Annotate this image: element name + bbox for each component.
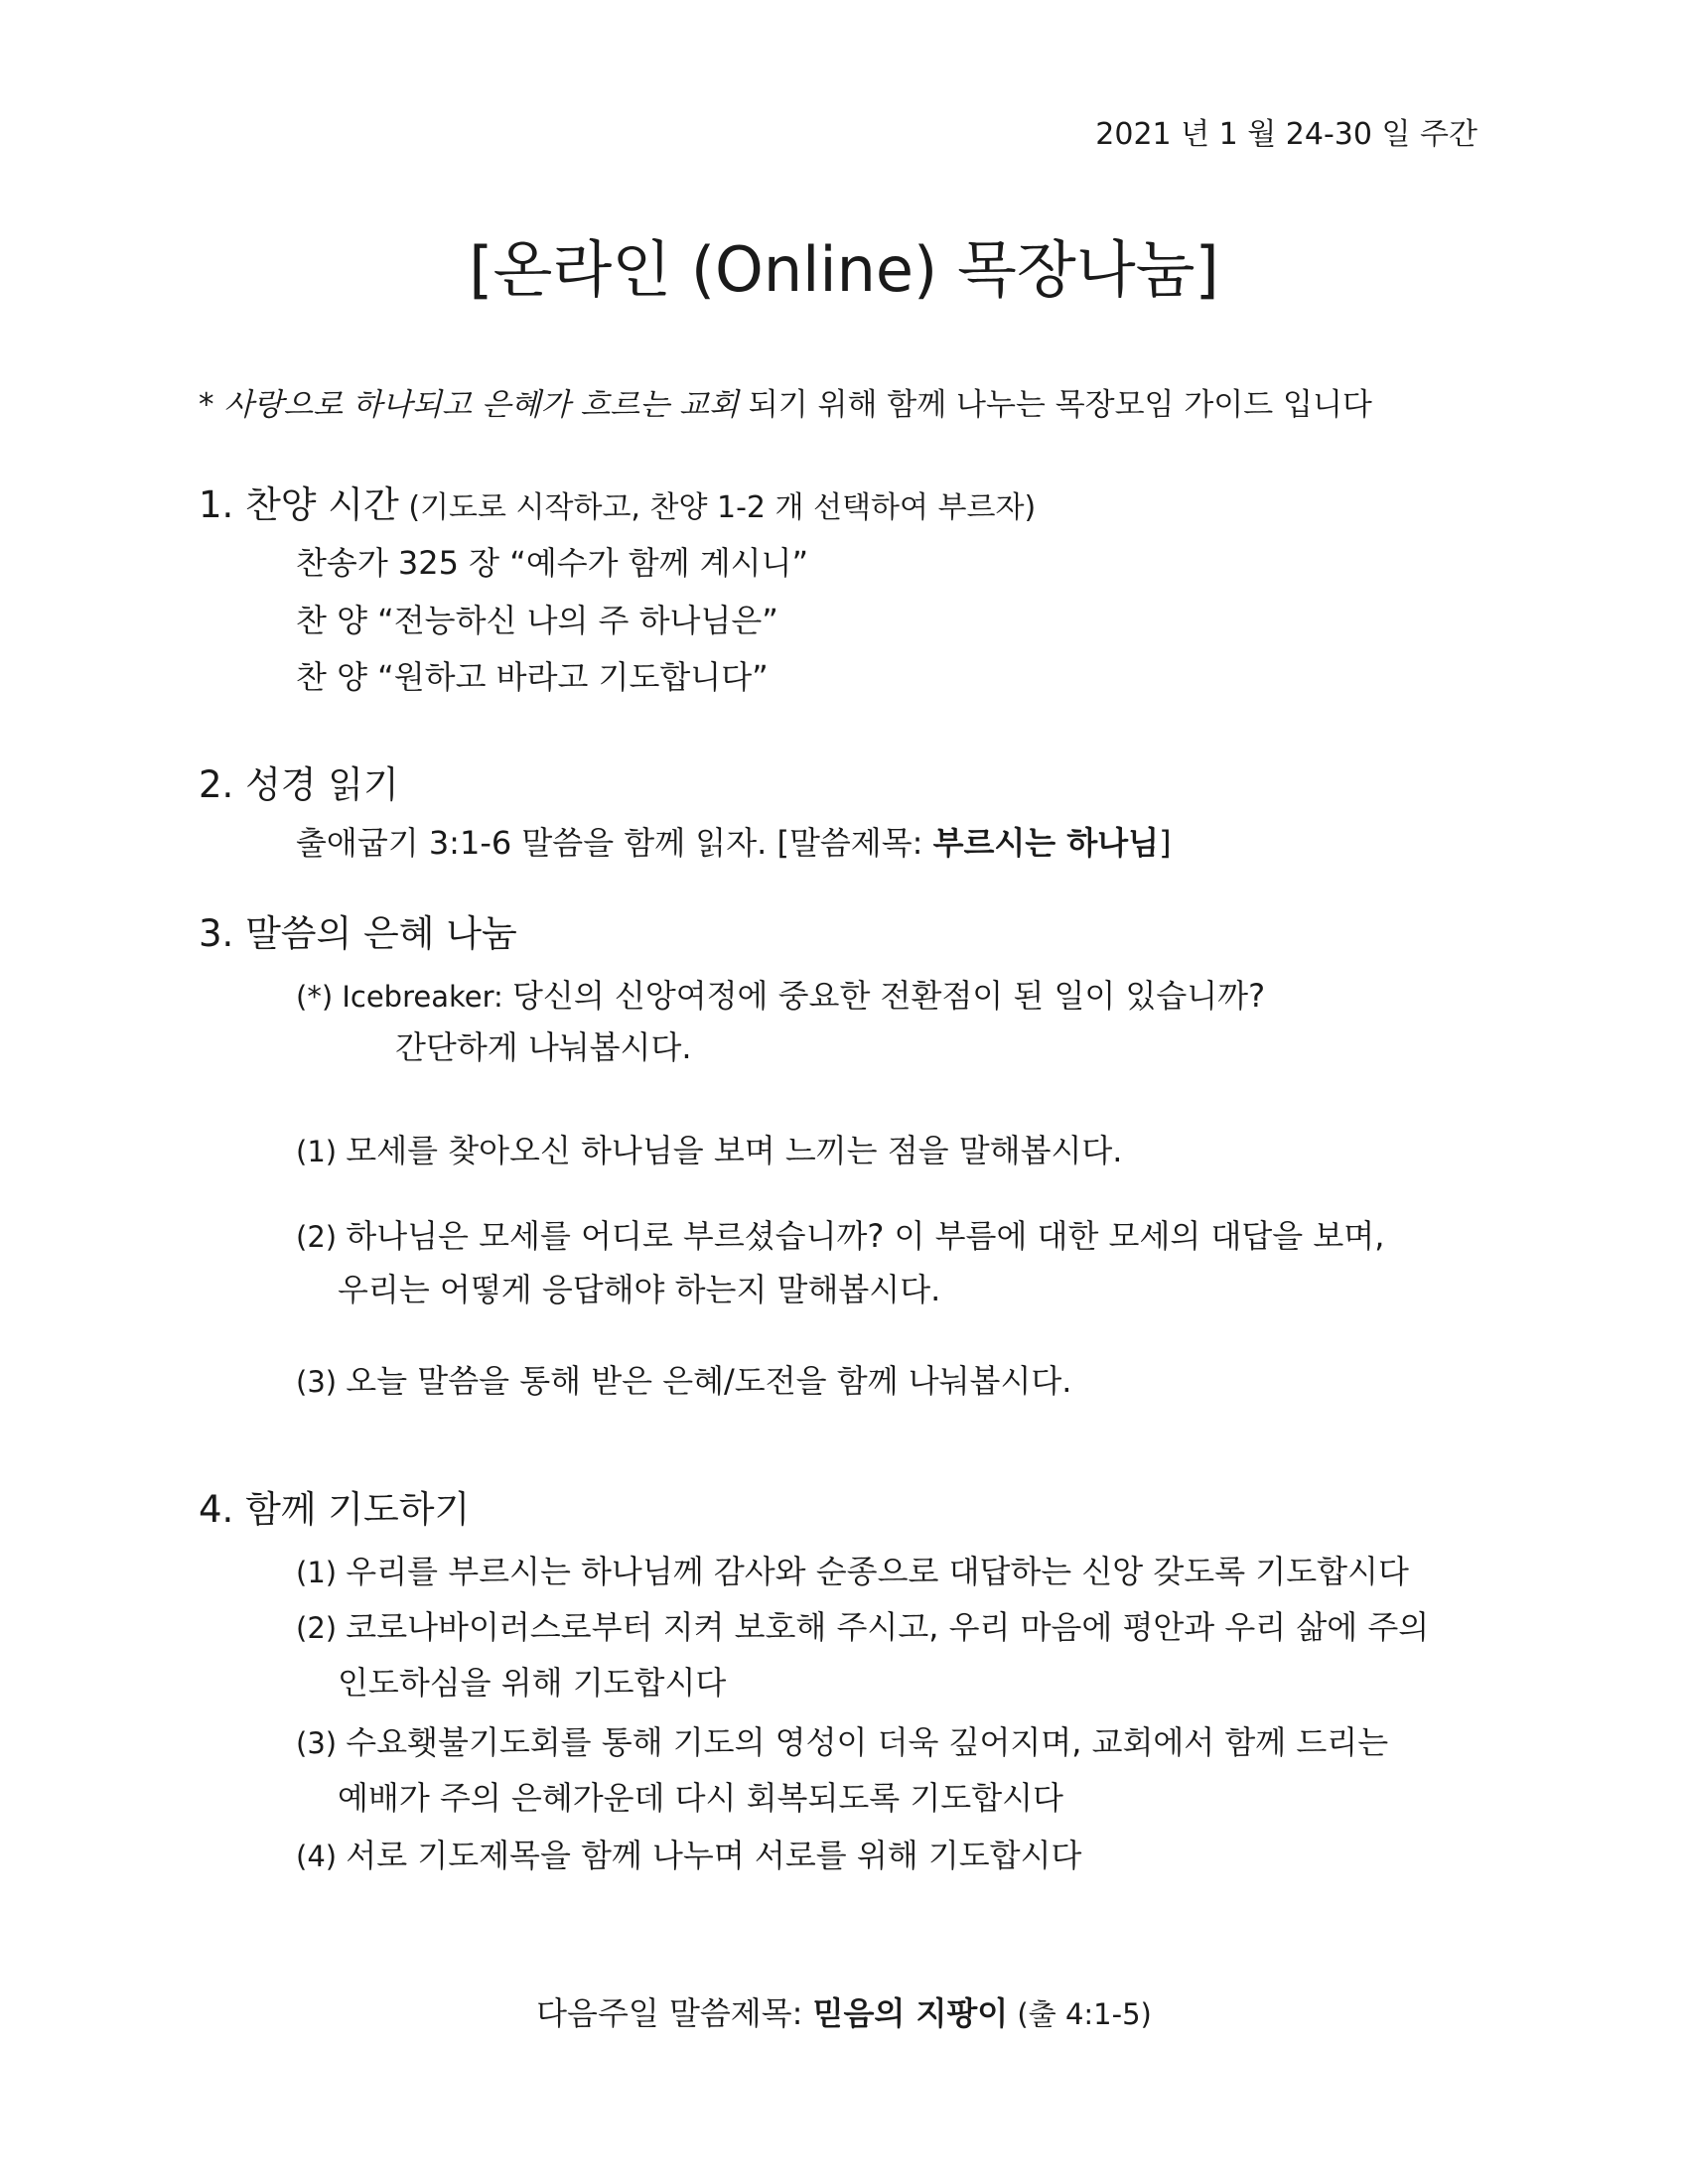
week-date: 2021 년 1 월 24-30 일 주간 — [1095, 117, 1477, 152]
prayer-2 — [296, 1602, 1429, 1648]
icebreaker-question — [296, 971, 1265, 1017]
question-2 — [296, 1211, 1384, 1257]
question-2-continuation: 우리는 어떻게 응답해야 하는지 말해봅시다. — [338, 1271, 941, 1308]
icebreaker-label: (*) Icebreaker: — [296, 980, 512, 1014]
next-sermon-title: 믿음의 지팡이 — [812, 1994, 1009, 2032]
prayer-text: 우리를 부르시는 하나님께 감사와 순종으로 대답하는 신앙 갖도록 기도합시다 — [346, 1553, 1409, 1590]
scripture-reading — [296, 818, 1172, 864]
intro-line — [199, 379, 1372, 424]
next-sermon-label: 다음주일 말씀제목: — [536, 1994, 813, 2032]
prayer-1 — [296, 1547, 1409, 1592]
hymn-item: 찬송가 325 장 “예수가 함께 계시니” — [296, 544, 809, 582]
section-praise-heading — [199, 475, 1036, 528]
intro-asterisk: * — [199, 387, 224, 423]
prayer-number: (3) — [296, 1726, 347, 1760]
icebreaker-continuation: 간단하게 나눠봅시다. — [395, 1028, 692, 1066]
section-praise-note: (기도로 시작하고, 찬양 1-2 개 선택하여 부르자) — [398, 490, 1037, 525]
question-1 — [296, 1126, 1122, 1171]
section-sharing-heading: 3. 말씀의 은혜 나눔 — [199, 912, 517, 955]
prayer-3-continuation: 예배가 주의 은혜가운데 다시 회복되도록 기도합시다 — [338, 1779, 1063, 1817]
praise-item: 찬 양 “전능하신 나의 주 하나님은” — [296, 602, 778, 639]
question-number: (2) — [296, 1220, 347, 1254]
prayer-3 — [296, 1717, 1388, 1763]
question-number: (1) — [296, 1135, 347, 1168]
section-praise-title: 1. 찬양 시간 — [199, 483, 399, 526]
question-number: (3) — [296, 1365, 347, 1399]
bracket-close: ] — [1159, 824, 1172, 862]
next-sermon-reference: (출 4:1-5) — [1008, 1997, 1152, 2031]
intro-text: 되기 위해 함께 나누는 목장모임 가이드 입니다 — [738, 387, 1372, 423]
next-sermon-footer — [0, 1988, 1688, 2034]
sermon-title: 부르시는 하나님 — [932, 824, 1160, 862]
prayer-number: (4) — [296, 1840, 347, 1873]
question-text: 오늘 말씀을 통해 받은 은혜/도전을 함께 나눠봅시다. — [346, 1362, 1072, 1400]
reading-text: 출애굽기 3:1-6 말씀을 함께 읽자. [말씀제목: — [296, 824, 933, 862]
question-3 — [296, 1356, 1071, 1402]
prayer-2-continuation: 인도하심을 위해 기도합시다 — [338, 1664, 727, 1702]
prayer-text: 코로나바이러스로부터 지켜 보호해 주시고, 우리 마음에 평안과 우리 삶에 주의 — [346, 1608, 1430, 1646]
prayer-4 — [296, 1831, 1081, 1876]
prayer-text: 서로 기도제목을 함께 나누며 서로를 위해 기도합시다 — [346, 1837, 1082, 1874]
prayer-number: (2) — [296, 1611, 347, 1645]
question-text: 모세를 찾아오신 하나님을 보며 느끼는 점을 말해봅시다. — [346, 1132, 1123, 1169]
prayer-number: (1) — [296, 1556, 347, 1589]
icebreaker-text: 당신의 신앙여정에 중요한 전환점이 된 일이 있습니까? — [512, 977, 1266, 1015]
praise-item: 찬 양 “원하고 바라고 기도합니다” — [296, 658, 769, 696]
question-text: 하나님은 모세를 어디로 부르셨습니까? 이 부름에 대한 모세의 대답을 보며, — [346, 1217, 1385, 1255]
page-title: [온라인 (Online) 목장나눔] — [469, 233, 1219, 306]
prayer-text: 수요횃불기도회를 통해 기도의 영성이 더욱 깊어지며, 교회에서 함께 드리는 — [346, 1723, 1389, 1761]
church-motto: 사랑으로 하나되고 은혜가 흐르는 교회 — [223, 387, 739, 423]
section-prayer-heading: 4. 함께 기도하기 — [199, 1488, 471, 1531]
section-reading-heading: 2. 성경 읽기 — [199, 763, 399, 806]
